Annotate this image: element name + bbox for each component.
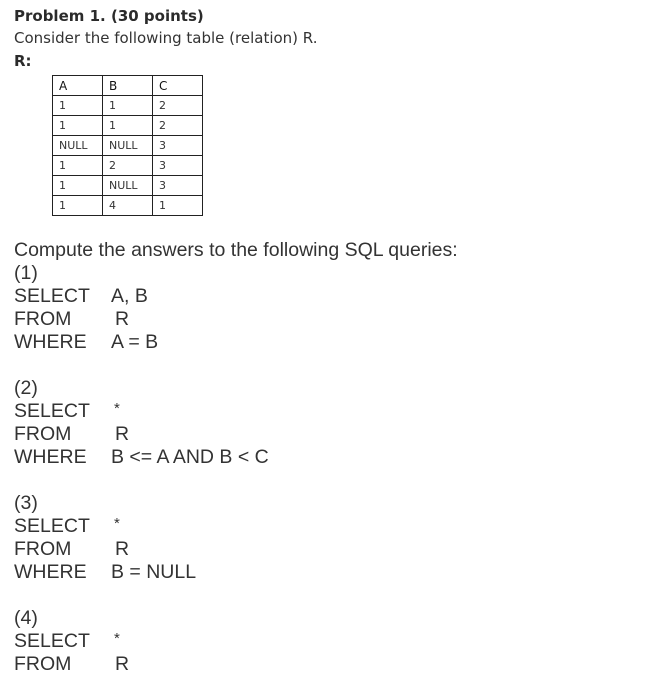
table-cell: 3: [153, 176, 203, 196]
table-cell: 3: [153, 136, 203, 156]
query-3: [14, 492, 458, 584]
table-cell: 1: [53, 156, 103, 176]
table-cell: 2: [153, 116, 203, 136]
sql-argument: A, B: [111, 285, 148, 307]
table-row: [53, 136, 203, 156]
sql-argument: B <= A AND B < C: [111, 446, 269, 468]
query-line: [14, 653, 458, 676]
table-cell: 1: [53, 176, 103, 196]
query-label: (3): [14, 492, 38, 514]
query-line: [14, 446, 458, 469]
table-cell: 1: [53, 116, 103, 136]
sql-argument: R: [115, 653, 130, 675]
table-cell: 1: [103, 116, 153, 136]
sql-keyword: SELECT: [14, 400, 90, 422]
column-header-a: A: [53, 76, 103, 96]
table-cell: 1: [153, 196, 203, 216]
sql-argument: B = NULL: [111, 561, 197, 583]
query-line: [14, 308, 458, 331]
problem-intro: Consider the following table (relation) R.: [14, 29, 318, 47]
table-cell: 2: [103, 156, 153, 176]
sql-argument: *: [114, 630, 120, 647]
sql-keyword: FROM: [14, 423, 72, 445]
query-1: [14, 262, 458, 354]
query-line: [14, 561, 458, 584]
sql-keyword: SELECT: [14, 285, 90, 307]
query-label: (2): [14, 377, 38, 399]
sql-keyword: SELECT: [14, 630, 90, 652]
table-row: [53, 196, 203, 216]
query-label: (1): [14, 262, 38, 284]
problem-page: [14, 6, 654, 675]
table-cell: 3: [153, 156, 203, 176]
sql-argument: *: [114, 515, 120, 532]
table-row: [53, 116, 203, 136]
query-line: [14, 630, 458, 653]
table-row: [53, 156, 203, 176]
table-cell: NULL: [103, 176, 153, 196]
table-header-row: [53, 76, 203, 96]
table-cell: NULL: [103, 136, 153, 156]
problem-title: Problem 1. (30 points): [14, 7, 204, 25]
table-row: [53, 176, 203, 196]
table-cell: 4: [103, 196, 153, 216]
table-cell: 1: [53, 196, 103, 216]
query-4: [14, 607, 458, 676]
query-line: [14, 423, 458, 446]
sql-argument: R: [115, 538, 130, 560]
column-header-b: B: [103, 76, 153, 96]
sql-keyword: FROM: [14, 653, 72, 675]
queries-intro: Compute the answers to the following SQL queries:: [14, 239, 458, 261]
relation-table: [52, 75, 203, 216]
table-cell: 1: [53, 96, 103, 116]
query-line: [14, 515, 458, 538]
sql-keyword: FROM: [14, 538, 72, 560]
sql-argument: R: [115, 423, 130, 445]
sql-queries-section: [14, 239, 458, 699]
sql-argument: A = B: [111, 331, 159, 353]
query-line: [14, 285, 458, 308]
sql-argument: R: [115, 308, 130, 330]
query-label: (4): [14, 607, 38, 629]
table-cell: NULL: [53, 136, 103, 156]
column-header-c: C: [153, 76, 203, 96]
sql-keyword: SELECT: [14, 515, 90, 537]
query-line: [14, 331, 458, 354]
query-2: [14, 377, 458, 469]
sql-keyword: WHERE: [14, 561, 87, 583]
query-line: [14, 400, 458, 423]
relation-label: R:: [14, 52, 32, 70]
query-line: [14, 538, 458, 561]
sql-keyword: WHERE: [14, 331, 87, 353]
sql-keyword: FROM: [14, 308, 72, 330]
table-row: [53, 96, 203, 116]
sql-keyword: WHERE: [14, 446, 87, 468]
sql-argument: *: [114, 400, 120, 417]
table-cell: 1: [103, 96, 153, 116]
table-cell: 2: [153, 96, 203, 116]
